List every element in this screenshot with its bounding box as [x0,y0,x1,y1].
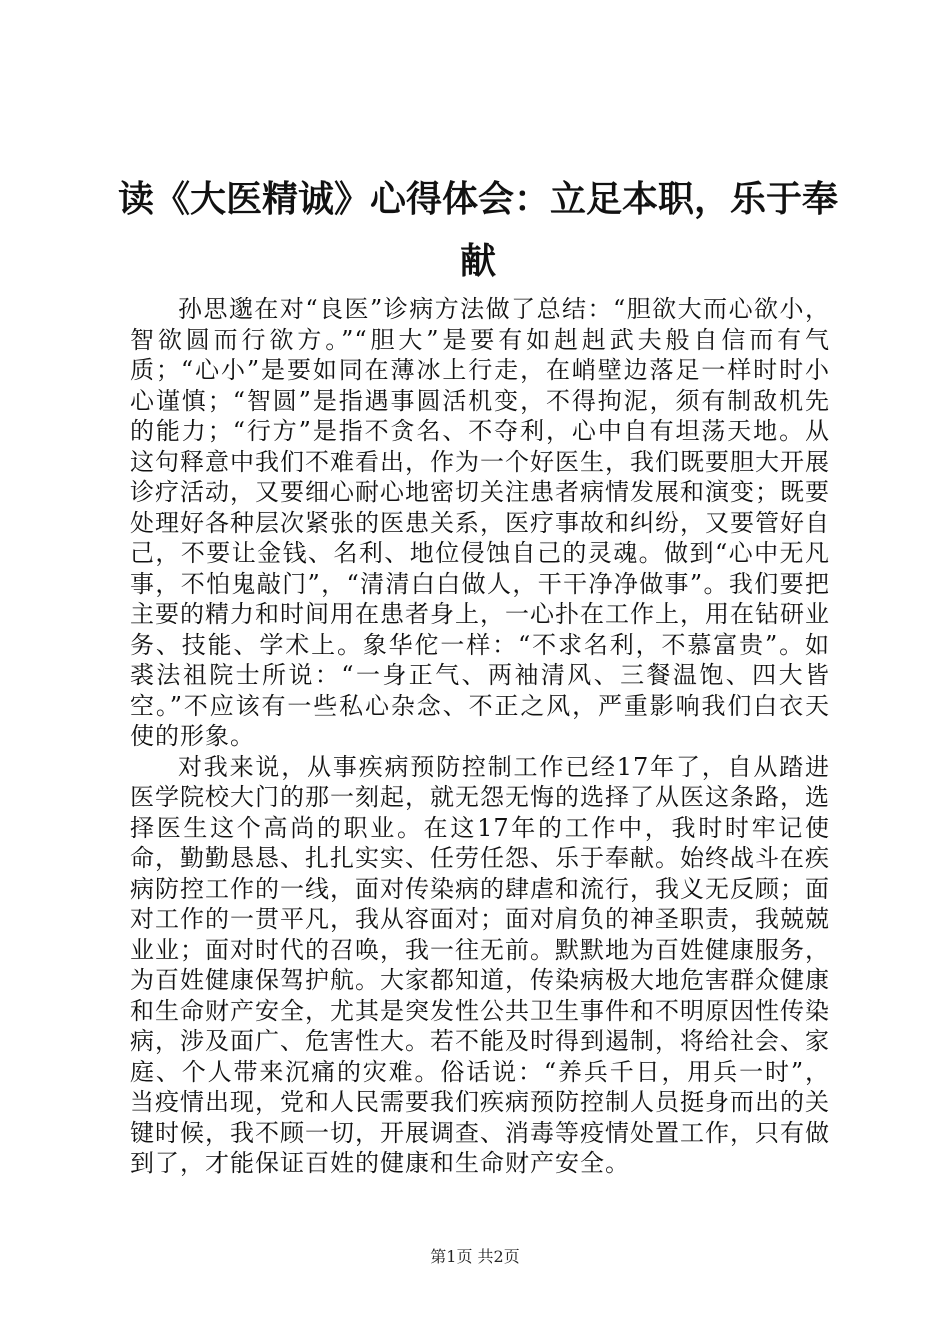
paragraph: 对我来说，从事疾病预防控制工作已经17年了，自从踏进医学院校大门的那一刻起，就无怨无悔的选择了从医这条路，选择医生这个高尚的职业。在这17年的工作中，我时时牢记使命，勤勤恳恳、扎扎实实、任劳任怨、乐于奉献。始终战斗在疾病防控工作的一线，面对传染病的肆虐和流行，我义无反顾；面对工作的一贯平凡，我从容面对；面对肩负的神圣职责，我兢兢业业；面对时代的召唤，我一往无前。默默地为百姓健康服务，为百姓健康保驾护航。大家都知道，传染病极大地危害群众健康和生命财产安全，尤其是突发性公共卫生事件和不明原因性传染病，涉及面广、危害性大。若不能及时得到遏制，将给社会、家庭、个人带来沉痛的灾难。俗话说：“养兵千日，用兵一时”，当疫情出现，党和人民需要我们疾病预防控制人员挺身而出的关键时候，我不顾一切，开展调查、消毒等疫情处置工作，只有做到了，才能保证百姓的健康和生命财产安全。 [130,752,830,1177]
paragraph: 孙思邈在对“良医”诊病方法做了总结：“胆欲大而心欲小，智欲圆而行欲方。”“胆大”是要有如赳赳武夫般自信而有气质；“心小”是要如同在薄冰上行走，在峭壁边落足一样时时小心谨慎；“智圆”是指遇事圆活机变，不得拘泥，须有制敌机先的能力；“行方”是指不贪名、不夺利，心中自有坦荡天地。从这句释意中我们不难看出，作为一个好医生，我们既要胆大开展诊疗活动，又要细心耐心地密切关注患者病情发展和演变；既要处理好各种层次紧张的医患关系，医疗事故和纠纷，又要管好自己，不要让金钱、名利、地位侵蚀自己的灵魂。做到“心中无凡事，不怕鬼敲门”，“清清白白做人，干干净净做事”。我们要把主要的精力和时间用在患者身上，一心扑在工作上，用在钻研业务、技能、学术上。象华佗一样：“不求名利，不慕富贵”。如裘法祖院士所说：“一身正气、两袖清风、三餐温饱、四大皆空。”不应该有一些私心杂念、不正之风，严重影响我们白衣天使的形象。 [130,295,830,750]
page-footer: 第1页 共2页 [430,1247,520,1266]
document-title: 读《大医精诚》心得体会：立足本职，乐于奉献 [118,178,839,282]
document-body [130,294,830,1179]
